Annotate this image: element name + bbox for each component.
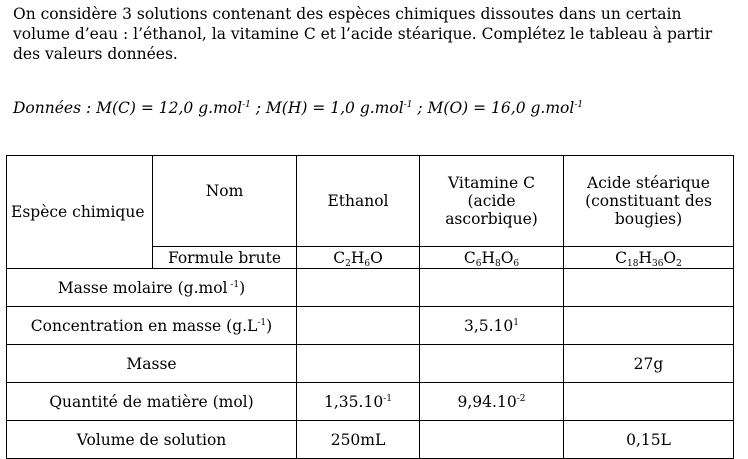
f-o-n: 6 xyxy=(513,258,520,269)
cell-stearique xyxy=(564,383,734,421)
cell-ethanol: 250mL xyxy=(297,421,420,459)
f-o: O xyxy=(370,248,383,267)
f-c: C xyxy=(615,248,627,267)
mc-exponent: -1 xyxy=(242,100,251,110)
row-label-tail: ) xyxy=(239,278,246,297)
cell-exp: -1 xyxy=(383,393,392,404)
col-stearique-header: Acide stéarique (constituant des bougies) xyxy=(564,156,734,247)
formula-stearique xyxy=(564,247,734,269)
row-label-concentration xyxy=(7,307,297,345)
data-table xyxy=(6,155,734,459)
formula-ethanol xyxy=(297,247,420,269)
header-row xyxy=(7,156,734,247)
table-row xyxy=(7,269,734,307)
f-c-n: 2 xyxy=(345,258,351,269)
row-label-masse-molaire xyxy=(7,269,297,307)
mo-exponent: -1 xyxy=(574,100,584,110)
f-c: C xyxy=(333,248,346,267)
cell-ethanol xyxy=(297,383,420,421)
cell-stearique xyxy=(564,307,734,345)
donnees-line xyxy=(13,99,583,117)
cell-exp: -2 xyxy=(516,393,526,404)
f-h-n: 36 xyxy=(651,258,664,269)
table-row xyxy=(7,383,734,421)
cell-vitamine xyxy=(420,269,564,307)
cell-stearique xyxy=(564,269,734,307)
mh-value: ; M(H) = 1,0 g.mol xyxy=(250,99,404,117)
cell-ethanol xyxy=(297,269,420,307)
donnees-prefix: Données : xyxy=(13,99,97,117)
f-o: O xyxy=(500,248,514,267)
mo-value: ; M(O) = 16,0 g.mol xyxy=(412,99,575,117)
col-vitamine-header: Vitamine C (acide ascorbique) xyxy=(420,156,564,247)
cell-vitamine xyxy=(420,345,564,383)
espece-header: Espèce chimique xyxy=(7,156,153,269)
cell-exp: 1 xyxy=(513,317,520,328)
f-h: H xyxy=(481,248,495,267)
f-h-n: 8 xyxy=(494,258,501,269)
f-c-n: 18 xyxy=(626,258,639,269)
row-label-exp: -1 xyxy=(257,317,267,328)
row-label-text: Masse molaire (g.mol xyxy=(57,278,228,297)
f-h: H xyxy=(638,248,652,267)
col-ethanol-header: Ethanol xyxy=(297,156,420,247)
row-label-exp: -1 xyxy=(227,279,240,290)
mc-value: M(C) = 12,0 g.mol xyxy=(96,99,243,117)
f-o-n: 2 xyxy=(676,258,682,269)
mh-exponent: -1 xyxy=(403,100,413,110)
cell-value: 1,35.10 xyxy=(324,392,384,411)
cell-vitamine xyxy=(420,307,564,345)
formule-header: Formule brute xyxy=(153,247,297,269)
table-row xyxy=(7,345,734,383)
f-h-n: 6 xyxy=(364,258,371,269)
cell-ethanol xyxy=(297,307,420,345)
cell-stearique: 0,15L xyxy=(564,421,734,459)
f-o: O xyxy=(663,248,677,267)
f-c-n: 6 xyxy=(475,258,482,269)
row-label-text: Concentration en masse (g.L xyxy=(30,316,258,335)
f-c: C xyxy=(463,248,476,267)
row-label-tail: ) xyxy=(266,316,273,335)
f-h: H xyxy=(350,248,365,267)
nom-header: Nom xyxy=(153,156,297,247)
cell-vitamine xyxy=(420,421,564,459)
cell-value: 3,5.10 xyxy=(463,316,514,335)
cell-ethanol xyxy=(297,345,420,383)
table-row xyxy=(7,307,734,345)
cell-value: 9,94.10 xyxy=(457,392,517,411)
cell-stearique: 27g xyxy=(564,345,734,383)
table-row xyxy=(7,421,734,459)
intro-paragraph: On considère 3 solutions contenant des espèces chimiques dissoutes dans un certain volume d’eau : l’éthanol, la vitamine C et l’acide stéarique. Complétez le tableau à partir des valeurs données. xyxy=(13,5,713,63)
row-label-volume: Volume de solution xyxy=(7,421,297,459)
formula-vitamine xyxy=(420,247,564,269)
row-label-masse: Masse xyxy=(7,345,297,383)
row-label-quantite: Quantité de matière (mol) xyxy=(7,383,297,421)
cell-vitamine xyxy=(420,383,564,421)
